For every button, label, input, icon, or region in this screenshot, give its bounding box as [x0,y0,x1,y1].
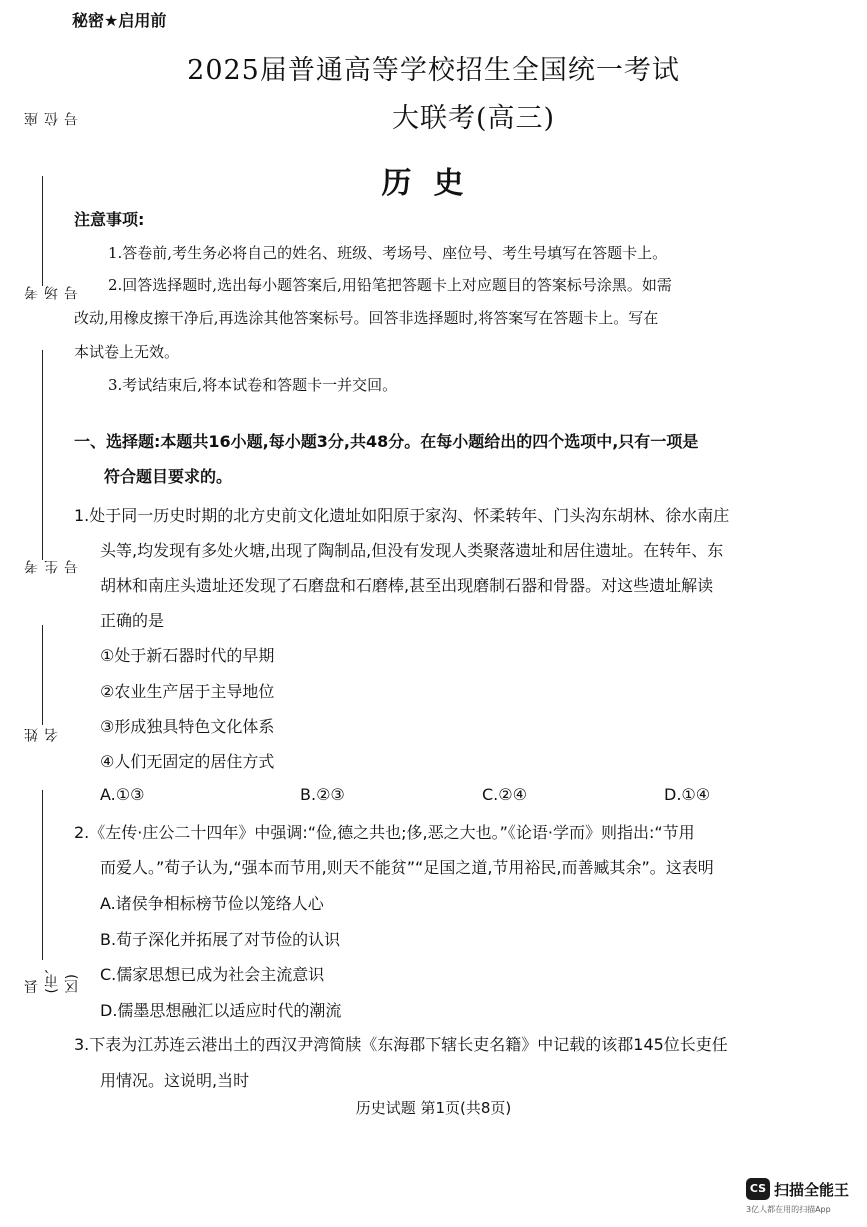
confidential-mark: 秘密★启用前 [72,11,167,30]
question-1-item: ②农业生产居于主导地位 [100,682,275,701]
name-label: 姓名 [24,728,60,742]
option-b[interactable]: B.荀子深化并拓展了对节俭的认识 [100,930,341,949]
camscanner-logo-icon: CS [746,1178,770,1200]
notice-line: 本试卷上无效。 [74,343,180,361]
question-3-text: 3.下表为江苏连云港出土的西汉尹湾简牍《东海郡下辖长吏名籍》中记载的该郡145位长吏任 [74,1035,728,1054]
county-label: 县(市、区) [24,960,80,994]
exam-title: 2025届普通高等学校招生全国统一考试 [187,55,680,86]
room-number-label: 考场号 [24,286,80,300]
room-number-line [42,350,43,560]
page-footer: 历史试题 第1页(共8页) [355,1099,512,1117]
candidate-number-label: 考生号 [24,560,80,574]
option-d[interactable]: D.儒墨思想融汇以适应时代的潮流 [100,1001,342,1020]
notice-line: 改动,用橡皮擦干净后,再选涂其他答案标号。回答非选择题时,将答案写在答题卡上。写在 [74,309,659,327]
question-1-item: ③形成独具特色文化体系 [100,717,275,736]
question-1-text: 1.处于同一历史时期的北方史前文化遗址如阳原于家沟、怀柔转年、门头沟东胡林、徐水南庄 [74,506,730,525]
notice-heading: 注意事项: [74,210,145,229]
question-1-item: ④人们无固定的居住方式 [100,752,275,771]
candidate-number-line [42,625,43,725]
notice-line: 2.回答选择题时,选出每小题答案后,用铅笔把答题卡上对应题目的答案标号涂黑。如需 [108,276,672,294]
subject-title: 历史 [381,166,486,201]
question-1-text: 正确的是 [100,611,165,630]
section-heading: 一、选择题:本题共16小题,每小题3分,共48分。在每小题给出的四个选项中,只有一项是 [74,432,699,451]
question-1-item: ①处于新石器时代的早期 [100,646,275,665]
question-3-text: 用情况。这说明,当时 [100,1071,250,1090]
question-2-text: 2.《左传·庄公二十四年》中强调:“俭,德之共也;侈,恶之大也。”《论语·学而》则指出:“节用 [74,823,695,842]
watermark-name: 扫描全能王 [774,1181,850,1199]
option-b[interactable]: B.②③ [300,785,345,804]
question-1-text: 胡林和南庄头遗址还发现了石磨盘和石磨棒,甚至出现磨制石器和骨器。对这些遗址解读 [100,576,714,595]
seat-number-label: 座位号 [24,112,80,126]
option-d[interactable]: D.①④ [664,785,711,804]
option-c[interactable]: C.儒家思想已成为社会主流意识 [100,965,325,984]
notice-line: 1.答卷前,考生务必将自己的姓名、班级、考场号、座位号、考生号填写在答题卡上。 [108,244,668,262]
option-a[interactable]: A.①③ [100,785,145,804]
notice-line: 3.考试结束后,将本试卷和答题卡一并交回。 [108,376,398,394]
watermark-tagline: 3亿人都在用的扫描App [746,1205,831,1214]
option-c[interactable]: C.②④ [482,785,527,804]
section-heading-cont: 符合题目要求的。 [104,467,233,486]
exam-subtitle: 大联考(高三) [392,103,556,134]
question-1-text: 头等,均发现有多处火塘,出现了陶制品,但没有发现人类聚落遗址和居住遗址。在转年、东 [100,541,724,560]
name-line [42,790,43,960]
question-2-text: 而爱人。”荀子认为,“强本而节用,则天不能贫”“足国之道,节用裕民,而善臧其余”。这表明 [100,858,714,877]
option-a[interactable]: A.诸侯争相标榜节俭以笼络人心 [100,894,324,913]
